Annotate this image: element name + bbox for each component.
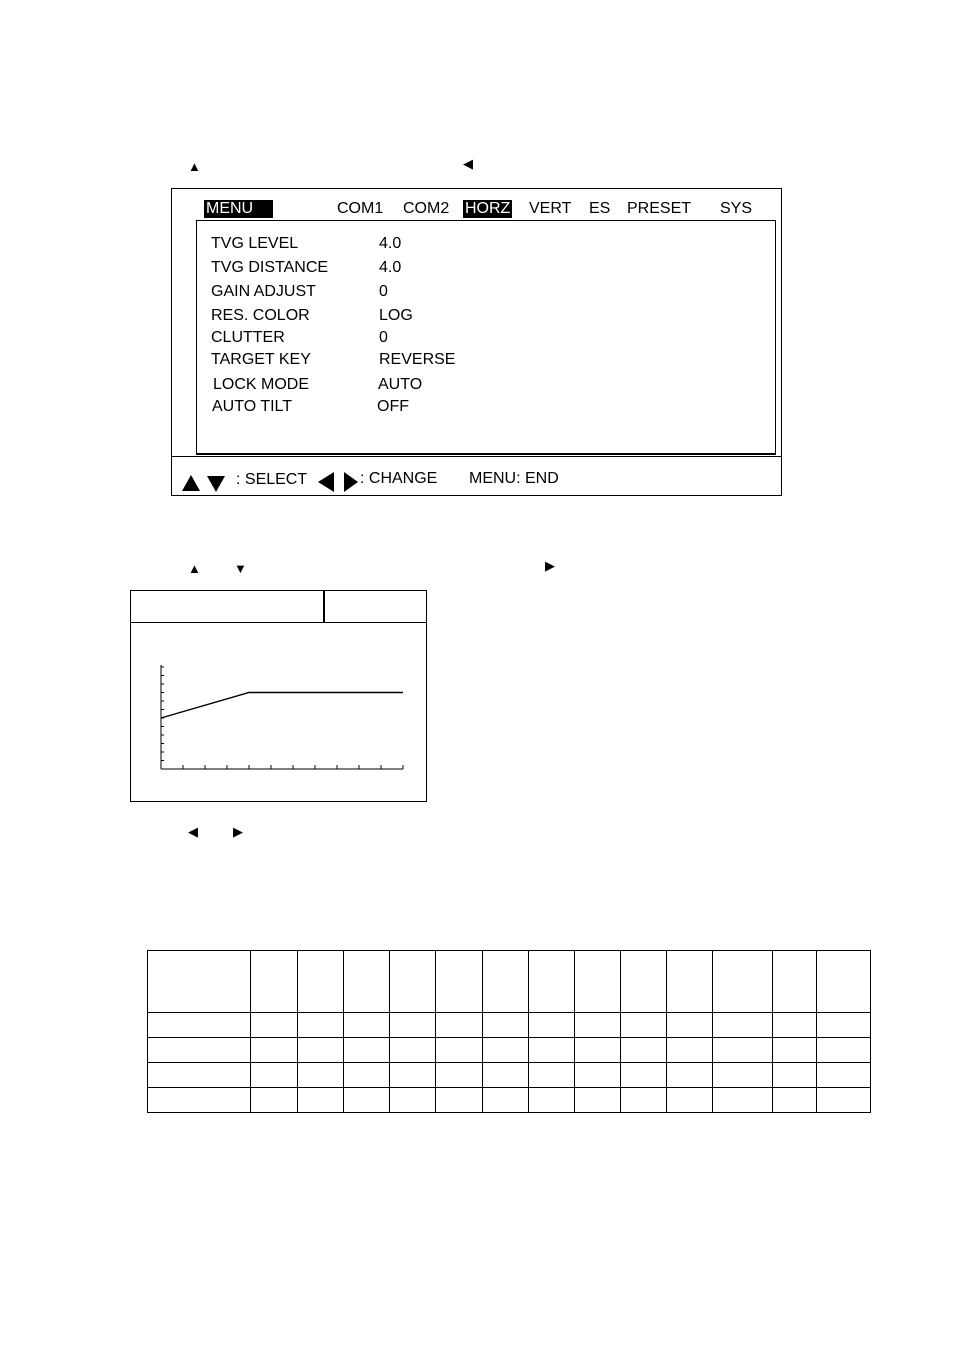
menu-item-res-color[interactable]: RES. COLOR: [211, 307, 310, 324]
table-cell: [148, 951, 251, 1013]
table-cell: [483, 1088, 529, 1113]
tab-es[interactable]: ES: [589, 200, 611, 217]
left-arrow-icon: ◀: [188, 824, 198, 839]
menu-value-lock-mode[interactable]: AUTO: [378, 376, 423, 393]
table-cell: [817, 1088, 871, 1113]
table-cell: [436, 1063, 483, 1088]
table-cell: [483, 1038, 529, 1063]
table-cell: [436, 951, 483, 1013]
table-row: [148, 1038, 871, 1063]
menu-item-auto-tilt[interactable]: AUTO TILT: [212, 398, 293, 415]
tab-menu[interactable]: MENU: [204, 200, 273, 218]
table-cell: [529, 1063, 575, 1088]
table-cell: [713, 1038, 773, 1063]
footer-change-hint: : CHANGE: [360, 470, 438, 487]
table-header-row: [148, 951, 871, 1013]
table-cell: [251, 1088, 298, 1113]
tab-sys[interactable]: SYS: [720, 200, 753, 217]
table-cell: [773, 951, 817, 1013]
table-cell: [483, 1063, 529, 1088]
table-cell: [251, 1013, 298, 1038]
right-arrow-icon: ▶: [545, 558, 555, 573]
footer-select-hint: : SELECT: [236, 471, 308, 488]
tvg-graph-panel: [130, 590, 427, 802]
table-cell: [713, 1088, 773, 1113]
table-cell: [436, 1038, 483, 1063]
table-cell: [390, 951, 436, 1013]
table-cell: [251, 1063, 298, 1088]
tvg-curve-line: [161, 693, 403, 719]
menu-screen: [171, 188, 782, 496]
table-cell: [667, 1038, 713, 1063]
table-cell: [148, 1038, 251, 1063]
menu-value-gain-adjust[interactable]: 0: [379, 283, 388, 300]
table-cell: [344, 1088, 390, 1113]
tab-preset[interactable]: PRESET: [627, 200, 692, 217]
menu-item-lock-mode[interactable]: LOCK MODE: [213, 376, 310, 393]
up-arrow-icon: ▲: [188, 159, 201, 174]
table-cell: [148, 1063, 251, 1088]
menu-item-target-key[interactable]: TARGET KEY: [211, 351, 311, 368]
table-cell: [344, 1013, 390, 1038]
table-cell: [298, 1063, 344, 1088]
menu-value-auto-tilt[interactable]: OFF: [377, 398, 409, 415]
table-cell: [773, 1038, 817, 1063]
menu-value-clutter[interactable]: 0: [379, 329, 388, 346]
down-arrow-icon: [207, 476, 225, 492]
table-cell: [483, 951, 529, 1013]
table-cell: [529, 1013, 575, 1038]
up-arrow-icon: ▲: [188, 561, 201, 576]
table-cell: [621, 1038, 667, 1063]
table-cell: [575, 1063, 621, 1088]
right-arrow-icon: [344, 472, 358, 492]
menu-value-tvg-level[interactable]: 4.0: [379, 235, 402, 252]
table-cell: [667, 951, 713, 1013]
table-cell: [529, 1088, 575, 1113]
table-cell: [529, 951, 575, 1013]
table-cell: [298, 1013, 344, 1038]
table-cell: [251, 1038, 298, 1063]
table-cell: [817, 951, 871, 1013]
table-cell: [148, 1013, 251, 1038]
table-cell: [575, 1038, 621, 1063]
table-cell: [148, 1088, 251, 1113]
table-cell: [621, 1063, 667, 1088]
right-arrow-icon: ▶: [233, 824, 243, 839]
settings-list: [196, 220, 776, 455]
table-cell: [344, 1038, 390, 1063]
table-cell: [390, 1063, 436, 1088]
tab-horz[interactable]: HORZ: [465, 200, 511, 217]
menu-item-tvg-level[interactable]: TVG LEVEL: [211, 235, 299, 252]
table-cell: [773, 1063, 817, 1088]
up-arrow-icon: [182, 475, 200, 491]
table-cell: [817, 1063, 871, 1088]
table-cell: [773, 1013, 817, 1038]
tvg-curve-chart: [131, 591, 426, 801]
table-cell: [390, 1038, 436, 1063]
menu-value-target-key[interactable]: REVERSE: [379, 351, 456, 368]
data-table: [147, 950, 871, 1113]
table-cell: [713, 951, 773, 1013]
table-cell: [621, 951, 667, 1013]
table-cell: [575, 1013, 621, 1038]
table-cell: [713, 1063, 773, 1088]
down-arrow-icon: ▼: [234, 561, 247, 576]
table-cell: [298, 1038, 344, 1063]
table-cell: [817, 1013, 871, 1038]
table-cell: [713, 1013, 773, 1038]
table-cell: [344, 951, 390, 1013]
table-cell: [817, 1038, 871, 1063]
table-cell: [621, 1088, 667, 1113]
table-cell: [344, 1063, 390, 1088]
menu-value-res-color[interactable]: LOG: [379, 307, 413, 324]
tab-com1[interactable]: COM1: [337, 200, 384, 217]
table-row: [148, 1013, 871, 1038]
footer-end-hint: MENU: END: [469, 470, 559, 487]
table-cell: [529, 1038, 575, 1063]
left-arrow-icon: ◀: [463, 156, 473, 171]
table-cell: [667, 1013, 713, 1038]
menu-item-tvg-distance[interactable]: TVG DISTANCE: [211, 259, 329, 276]
menu-item-gain-adjust[interactable]: GAIN ADJUST: [211, 283, 316, 300]
footer-divider: [172, 456, 781, 457]
tab-vert[interactable]: VERT: [529, 200, 572, 217]
table-cell: [621, 1013, 667, 1038]
table-cell: [436, 1013, 483, 1038]
table-cell: [773, 1088, 817, 1113]
menu-value-tvg-distance[interactable]: 4.0: [379, 259, 402, 276]
table-cell: [390, 1088, 436, 1113]
table-cell: [436, 1088, 483, 1113]
table-cell: [390, 1013, 436, 1038]
table-cell: [667, 1063, 713, 1088]
left-arrow-icon: [318, 472, 334, 492]
table-cell: [298, 1088, 344, 1113]
table-cell: [575, 1088, 621, 1113]
table-cell: [483, 1013, 529, 1038]
table-row: [148, 1088, 871, 1113]
table-cell: [251, 951, 298, 1013]
table-cell: [667, 1088, 713, 1113]
table-row: [148, 1063, 871, 1088]
menu-item-clutter[interactable]: CLUTTER: [211, 329, 285, 346]
table-cell: [298, 951, 344, 1013]
table-cell: [575, 951, 621, 1013]
tab-com2[interactable]: COM2: [403, 200, 450, 217]
